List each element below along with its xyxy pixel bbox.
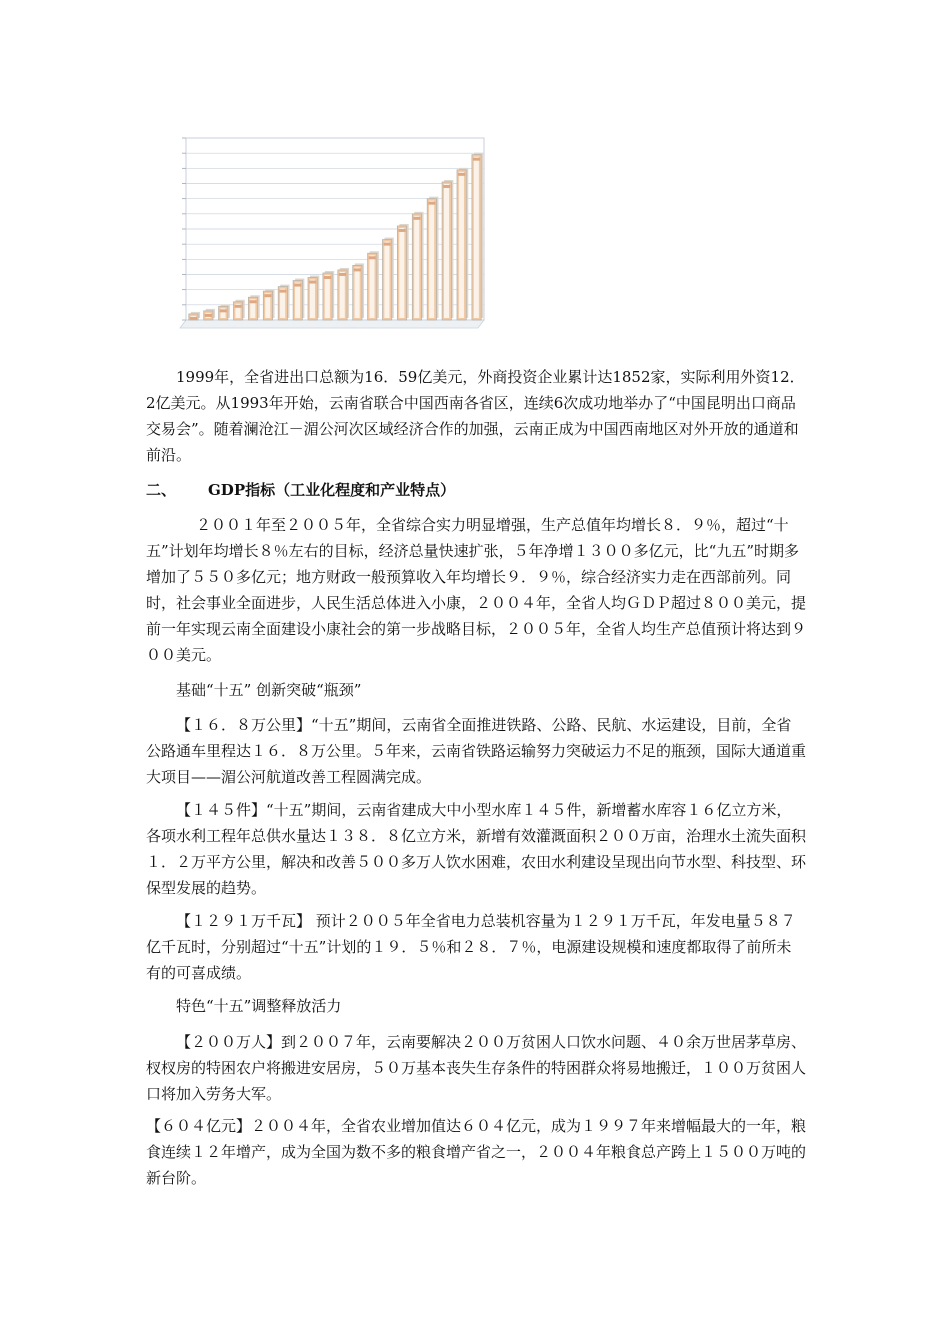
bar-highlight — [295, 283, 300, 318]
subheading-infrastructure: 基础“十五” 创新突破“瓶颈” — [176, 681, 362, 699]
bar-cap — [264, 294, 271, 297]
bar-highlight — [325, 275, 330, 318]
bar-cap — [384, 243, 391, 246]
bar-highlight — [399, 228, 404, 318]
paragraph-water: 【１４５件】“十五”期间，云南省建成大中小型水库１４５件，新增蓄水库容１６亿立方米，各项水利工程年总供水量达１３８．８亿立方米，新增有效灌溉面积２００万亩，治理水土流失面积１．２万平方公里，解决和改善５００多万人饮水困难，农田水利建设呈现出向节水型、科技型、环保型发展的趋势。 — [146, 801, 807, 897]
bar-cap — [413, 217, 420, 220]
bar-highlight — [384, 242, 389, 318]
bar-highlight — [459, 172, 464, 318]
bar-cap — [398, 229, 405, 232]
bar-cap — [249, 300, 256, 303]
subheading-features: 特色“十五”调整释放活力 — [176, 997, 342, 1015]
bar-cap — [220, 309, 227, 312]
bar-highlight — [369, 255, 374, 318]
paragraph-gdp: ２００１年至２００５年，全省综合实力明显增强，生产总值年均增长８．９％，超过“十五”计划年均增长８％左右的目标，经济总量快速扩张，５年净增１３００多亿元，比“九五”时期多增加了５５０多亿元；地方财政一般预算收入年均增长９．９％，综合经济实力走在西部前列。同时，社会事业全面进步，人民生活总体进入小康，２００４年，全省人均ＧＤＰ超过８００美元，提前一年实现云南全面建设小康社会的第一步战略目标，２００５年，全省人均生产总值预计将达到９００美元。 — [146, 516, 807, 664]
bar-cap — [458, 173, 465, 176]
bar-highlight — [280, 289, 285, 318]
paragraph-poverty: 【２００万人】到２００７年，云南要解决２００万贫困人口饮水问题、４０余万世居茅草房、杈杈房的特困农户将搬进安居房，５０万基本丧失生存条件的特困群众将易地搬迁，１００万贫困人口将加入劳务大军。 — [146, 1033, 807, 1103]
bar-cap — [190, 317, 197, 320]
bar-cap — [279, 290, 286, 293]
bar-cap — [235, 305, 242, 308]
bar-highlight — [444, 184, 449, 318]
bar-cap — [294, 284, 301, 287]
bar-highlight — [414, 216, 419, 318]
bar-cap — [369, 256, 376, 259]
bar-cap — [324, 276, 331, 279]
bar-chart — [178, 134, 490, 330]
section-heading-number: 二、 — [146, 481, 177, 499]
bar-highlight — [355, 267, 360, 318]
bar-cap — [443, 185, 450, 188]
bar-highlight — [310, 280, 315, 318]
section-heading-text: GDP指标（工业化程度和产业特点） — [208, 481, 456, 499]
bar-cap — [339, 273, 346, 276]
bar-cap — [205, 314, 212, 317]
paragraph-roads: 【１６．８万公里】“十五”期间，云南省全面推进铁路、公路、民航、水运建设，目前，全省公路通车里程达１６．８万公里。５年来，云南省铁路运输努力突破运力不足的瓶颈，国际大通道重大项目——湄公河航道改善工程圆满完成。 — [146, 716, 807, 786]
bar-highlight — [474, 157, 479, 318]
paragraph-agriculture: 【６０４亿元】２００４年，全省农业增加值达６０４亿元，成为１９９７年来增幅最大的一年，粮食连续１２年增产，成为全国为数不多的粮食增产省之一，２００４年粮食总产跨上１５００万吨的新台阶。 — [146, 1117, 807, 1187]
bar-cap — [354, 268, 361, 271]
bar-cap — [309, 281, 316, 284]
bar-highlight — [340, 272, 345, 318]
paragraph-trade: 1999年，全省进出口总额为16．59亿美元，外商投资企业累计达1852家，实际利用外资12．2亿美元。从1993年开始，云南省联合中国西南各省区，连续6次成功地举办了“中国昆明出口商品交易会”。随着澜沧江－湄公河次区域经济合作的加强，云南正成为中国西南地区对外开放的通道和前沿。 — [146, 368, 805, 464]
chart-floor — [180, 320, 484, 328]
bar-cap — [428, 202, 435, 205]
bar-highlight — [429, 201, 434, 318]
section-heading — [146, 477, 806, 503]
paragraph-power: 【１２９１万千瓦】 预计２００５年全省电力总装机容量为１２９１万千瓦，年发电量５８７亿千瓦时，分别超过“十五”计划的１９．５％和２８．７％，电源建设规模和速度都取得了前所未有的可喜成绩。 — [146, 912, 796, 982]
bar-cap — [473, 158, 480, 161]
